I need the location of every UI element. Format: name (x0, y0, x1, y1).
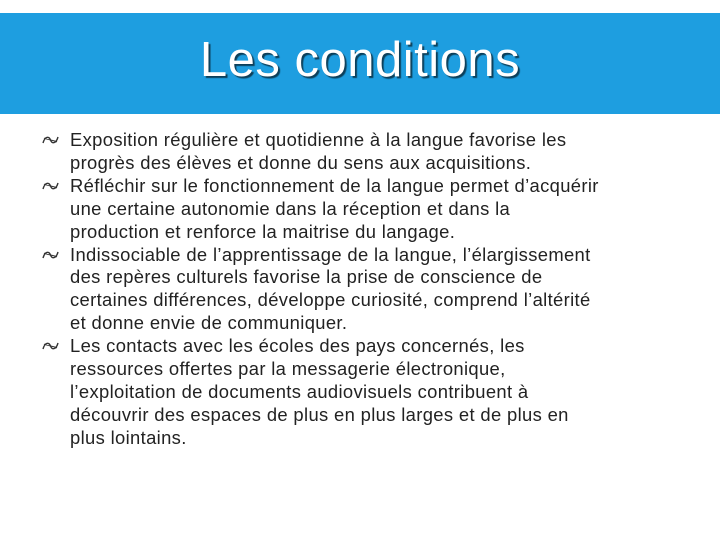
bullet-item (42, 335, 682, 450)
bullet-line: des repères culturels favorise la prise de conscience de (70, 266, 543, 288)
fancy-swirl-bullet-icon (42, 134, 59, 146)
title-bar (0, 13, 720, 114)
bullet-line: et donne envie de communiquer. (70, 312, 348, 334)
bullet-line: Les contacts avec les écoles des pays concernés, les (70, 335, 525, 357)
bullet-line: Indissociable de l’apprentissage de la langue, l’élargissement (70, 243, 591, 265)
bullet-line: Réfléchir sur le fonctionnement de la langue permet d’acquérir (70, 174, 599, 196)
bullet-line: ressources offertes par la messagerie électronique, (70, 358, 506, 380)
bullet-line: une certaine autonomie dans la réception et dans la (70, 197, 511, 219)
bullet-item (42, 244, 682, 336)
slide-title: Les conditions (199, 32, 521, 87)
bullet-line: production et renforce la maitrise du langage. (70, 220, 456, 242)
bullet-line: découvrir des espaces de plus en plus larges et de plus en (70, 403, 569, 425)
bullet-line: plus lointains. (70, 426, 187, 448)
bullet-line: certaines différences, développe curiosité, comprend l’altérité (70, 289, 591, 311)
bullet-list (42, 129, 682, 450)
fancy-swirl-bullet-icon (42, 249, 59, 261)
bullet-line: Exposition régulière et quotidienne à la langue favorise les (70, 129, 567, 150)
bullet-item (42, 129, 682, 175)
bullet-line: l’exploitation de documents audiovisuels contribuent à (70, 380, 529, 402)
bullet-item (42, 175, 682, 244)
bullet-line: progrès des élèves et donne du sens aux acquisitions. (70, 151, 532, 173)
fancy-swirl-bullet-icon (42, 180, 59, 192)
fancy-swirl-bullet-icon (42, 340, 59, 352)
